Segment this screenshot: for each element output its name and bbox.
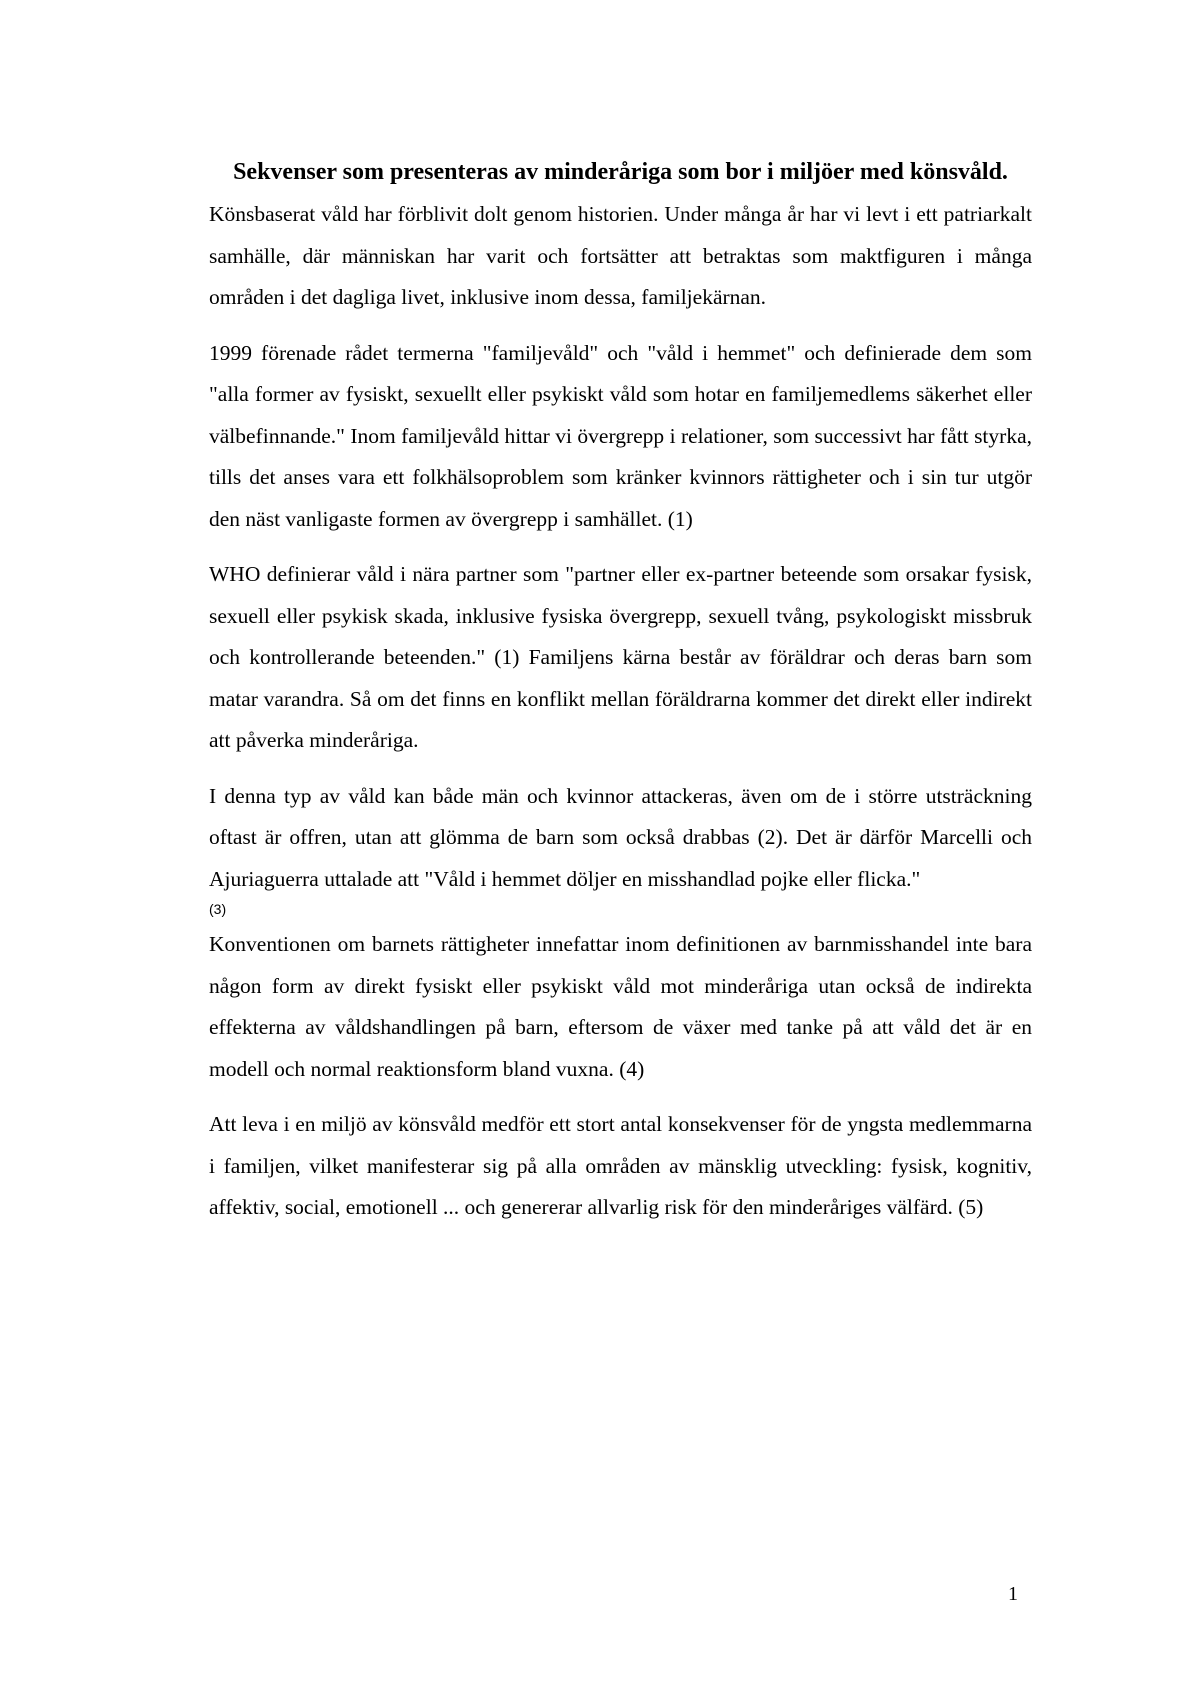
- page-content: [209, 156, 1032, 1243]
- paragraph-4: I denna typ av våld kan både män och kvinnor attackeras, även om de i större utsträckning oftast är offren, utan att glömma de barn som också drabbas (2). Det är därför Marcelli och Ajuriaguerra uttalade att "Våld i hemmet döljer en misshandlad pojke eller flicka.": [209, 783, 1032, 891]
- paragraph-3: WHO definierar våld i nära partner som "partner eller ex-partner beteende som orsakar fysisk, sexuell eller psykisk skada, inklusive fysiska övergrepp, sexuell tvång, psykologiskt missbruk och kontrollerande beteenden." (1) Familjens kärna består av föräldrar och deras barn som matar varandra. Så om det finns en konflikt mellan föräldrarna kommer det direkt eller indirekt att påverka minderåriga.: [209, 562, 1032, 752]
- paragraph-1: Könsbaserat våld har förblivit dolt genom historien. Under många år har vi levt i ett patriarkalt samhälle, där människan har varit och fortsätter att betraktas som maktfiguren i många områden i det dagliga livet, inklusive inom dessa, familjekärnan.: [209, 202, 1032, 309]
- paragraph-6: Att leva i en miljö av könsvåld medför ett stort antal konsekvenser för de yngsta medlemmarna i familjen, vilket manifesterar sig på alla områden av mänsklig utveckling: fysisk, kognitiv, affektiv, social, emotionell ... och genererar allvarlig risk för den minderåriges välfärd. (5): [209, 1112, 1032, 1219]
- reference-marker-3: (3): [209, 901, 227, 917]
- page-number: 1: [1008, 1583, 1018, 1605]
- paragraph-5: Konventionen om barnets rättigheter innefattar inom definitionen av barnmisshandel inte bara någon form av direkt fysiskt eller psykiskt våld mot minderåriga utan också de indirekta effekterna av våldshandlingen på barn, eftersom de växer med tanke på att våld det är en modell och normal reaktionsform bland vuxna. (4): [209, 932, 1032, 1081]
- document-title: Sekvenser som presenteras av minderåriga som bor i miljöer med könsvåld.: [233, 159, 1008, 185]
- paragraph-2: 1999 förenade rådet termerna "familjevåld" och "våld i hemmet" och definierade dem som "alla former av fysiskt, sexuellt eller psykiskt våld som hotar en familjemedlems säkerhet eller välbefinnande." Inom familjevåld hittar vi övergrepp i relationer, som successivt har fått styrka, tills det anses vara ett folkhälsoproblem som kränker kvinnors rättigheter och i sin tur utgör den näst vanligaste formen av övergrepp i samhället. (1): [209, 340, 1032, 531]
